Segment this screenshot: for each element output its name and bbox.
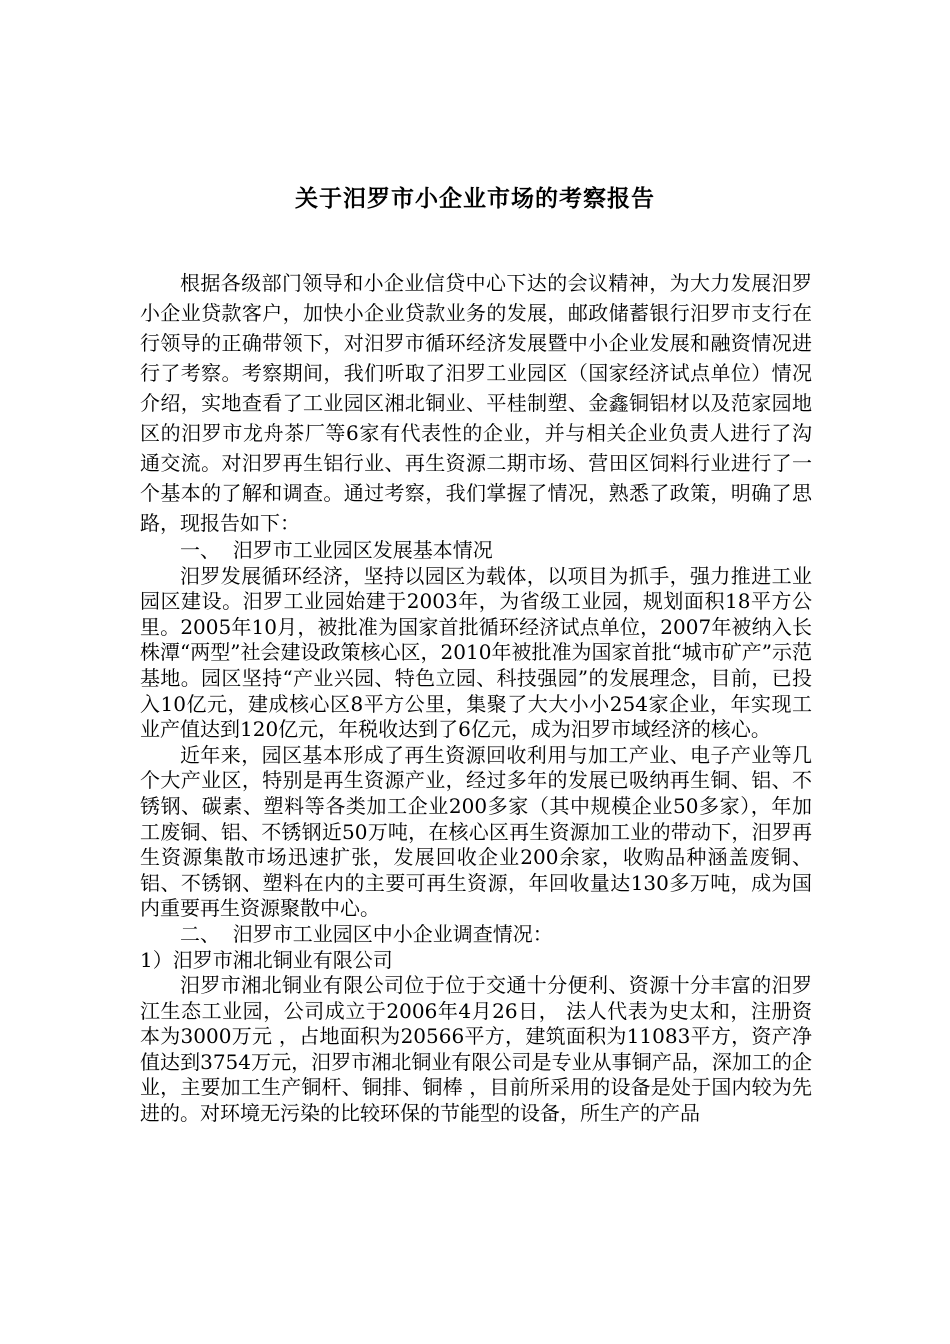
section-1-heading: 一、 汨罗市工业园区发展基本情况: [180, 538, 493, 562]
section-1-paragraph-2: 近年来，园区基本形成了再生资源回收利用与加工产业、电子产业等几个大产业区，特别是再生资源产业，经过多年的发展已吸纳再生铜、铝、不锈钢、碳素、塑料等各类加工企业200多家（其中规模企业50多家），年加工废铜、铝、不锈钢近50万吨，在核心区再生资源加工业的带动下，汨罗再生资源集散市场迅速扩张，发展回收企业200余家，收购品种涵盖废铜、铝、不锈钢、塑料在内的主要可再生资源，年回收量达130多万吨，成为国内重要再生资源聚散中心。: [140, 742, 812, 921]
company-1-paragraph: 汨罗市湘北铜业有限公司位于位于交通十分便利、资源十分丰富的汨罗江生态工业园，公司成立于2006年4月26日， 法人代表为史太和，注册资本为3000万元 ，占地面积为20566平方，建筑面积为11083平方，资产净值达到3754万元，汨罗市湘北铜业有限公司是专业从事铜产品，深加工的企业，主要加工生产铜杆、铜排、铜棒 ，目前所采用的设备是处于国内较为先进的。对环境无污染的比较环保的节能型的设备，所生产的产品: [140, 973, 812, 1126]
intro-paragraph: 根据各级部门领导和小企业信贷中心下达的会议精神，为大力发展汨罗小企业贷款客户，加快小企业贷款业务的发展，邮政储蓄银行汨罗市支行在行领导的正确带领下，对汨罗市循环经济发展暨中小企业发展和融资情况进行了考察。考察期间，我们听取了汨罗工业园区（国家经济试点单位）情况介绍，实地查看了工业园区湘北铜业、平桂制塑、金鑫铜铝材以及范家园地区的汨罗市龙舟茶厂等6家有代表性的企业，并与相关企业负责人进行了沟通交流。对汨罗再生铝行业、再生资源二期市场、营田区饲料行业进行了一个基本的了解和调查。通过考察，我们掌握了情况，熟悉了政策，明确了思路，现报告如下：: [140, 271, 812, 535]
section-1-paragraph-1: 汨罗发展循环经济，坚持以园区为载体，以项目为抓手，强力推进工业园区建设。汨罗工业园始建于2003年，为省级工业园，规划面积18平方公里。2005年10月，被批准为国家首批循环经济试点单位，2007年被纳入长株潭“两型”社会建设政策核心区，2010年被批准为国家首批“城市矿产”示范基地。园区坚持“产业兴园、特色立园、科技强园”的发展理念，目前，已投入10亿元，建成核心区8平方公里，集聚了大大小小254家企业，年实现工业产值达到120亿元，年税收达到了6亿元，成为汨罗市域经济的核心。: [140, 563, 812, 742]
company-1-heading: 1）汨罗市湘北铜业有限公司: [140, 947, 393, 972]
page-title: 关于汨罗市小企业市场的考察报告: [295, 185, 655, 212]
section-2-heading: 二、 汨罗市工业园区中小企业调查情况：: [180, 921, 553, 946]
document-body: [140, 268, 812, 1127]
